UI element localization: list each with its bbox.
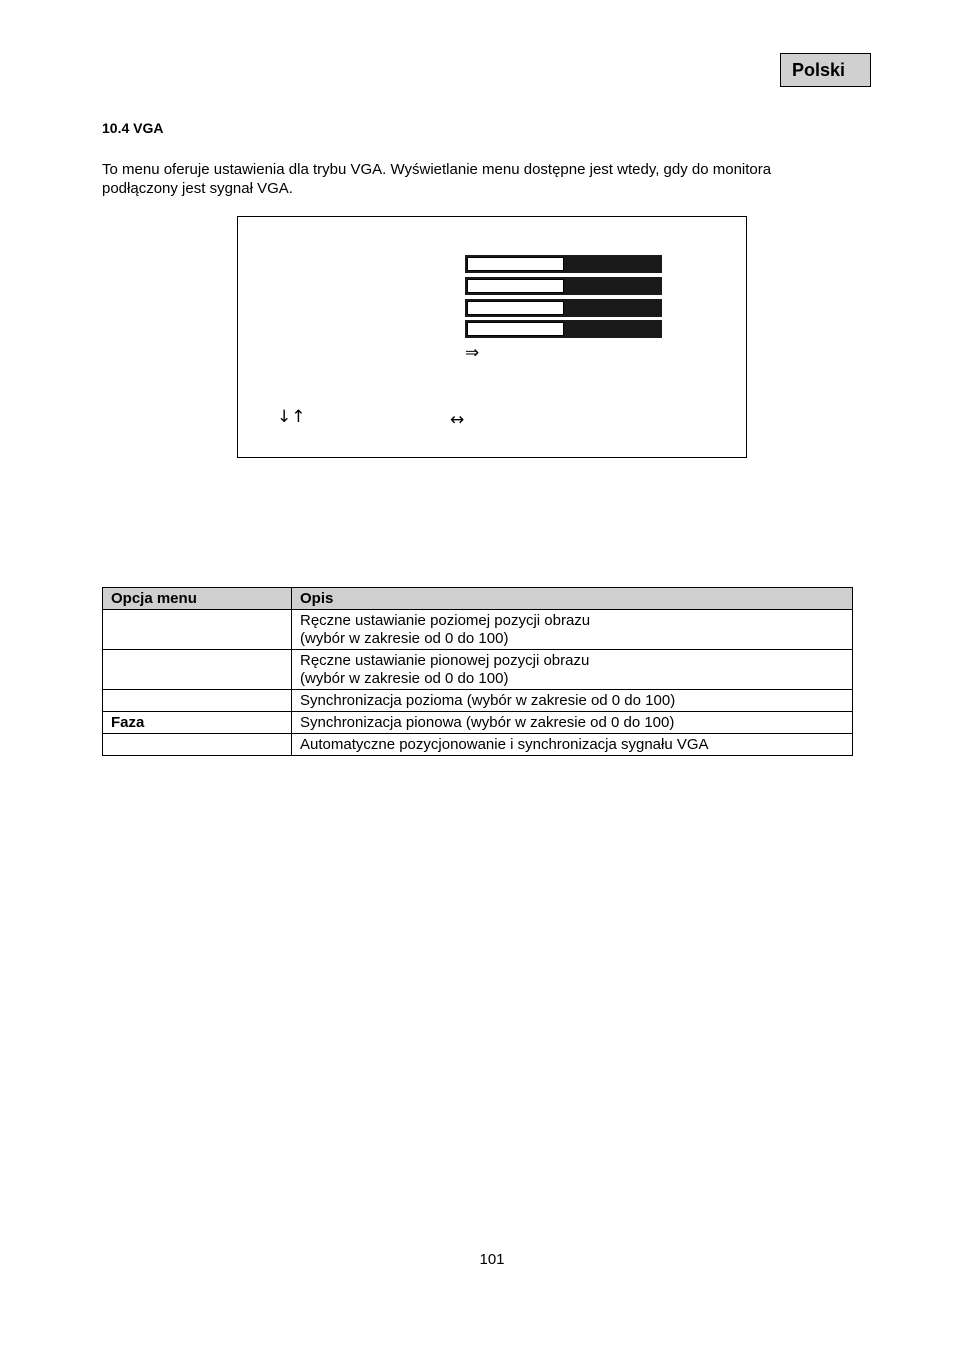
column-header: Opcja menu (103, 588, 292, 610)
column-header: Opis (292, 588, 853, 610)
option-cell (103, 610, 292, 650)
table-row (103, 650, 853, 690)
left-right-arrow-icon: ↔ (450, 410, 465, 430)
menu-options-table (102, 587, 853, 756)
language-label: Polski (780, 53, 871, 87)
page-number: 101 (479, 1251, 505, 1268)
up-down-arrows-icon: ↓↑ (277, 407, 306, 427)
option-cell (103, 734, 292, 756)
osd-slider-fill (467, 257, 564, 271)
description-cell: Synchronizacja pionowa (wybór w zakresie od 0 do 100) (292, 712, 853, 734)
osd-slider-bar (465, 320, 662, 338)
section-title: 10.4 VGA (102, 120, 164, 136)
table-row (103, 712, 853, 734)
osd-slider-fill (467, 301, 564, 315)
osd-slider-fill (467, 322, 564, 336)
enter-arrow-icon: ⇒ (465, 343, 480, 363)
option-cell (103, 650, 292, 690)
description-cell: Automatyczne pozycjonowanie i synchronizacja sygnału VGA (292, 734, 853, 756)
osd-slider-bar (465, 299, 662, 317)
table-row (103, 610, 853, 650)
table-header-row (103, 588, 853, 610)
intro-paragraph: To menu oferuje ustawienia dla trybu VGA. Wyświetlanie menu dostępne jest wtedy, gdy do monitora podłączony jest sygnał VGA. (102, 161, 772, 197)
osd-slider-bar (465, 255, 662, 273)
table-row (103, 690, 853, 712)
osd-slider-fill (467, 279, 564, 293)
option-cell: Faza (103, 712, 292, 734)
option-cell (103, 690, 292, 712)
table-row (103, 734, 853, 756)
osd-slider-bar (465, 277, 662, 295)
description-cell: Synchronizacja pozioma (wybór w zakresie od 0 do 100) (292, 690, 853, 712)
description-cell: Ręczne ustawianie poziomej pozycji obrazu (wybór w zakresie od 0 do 100) (292, 610, 853, 650)
osd-menu-illustration (237, 216, 747, 458)
description-cell: Ręczne ustawianie pionowej pozycji obrazu (wybór w zakresie od 0 do 100) (292, 650, 853, 690)
